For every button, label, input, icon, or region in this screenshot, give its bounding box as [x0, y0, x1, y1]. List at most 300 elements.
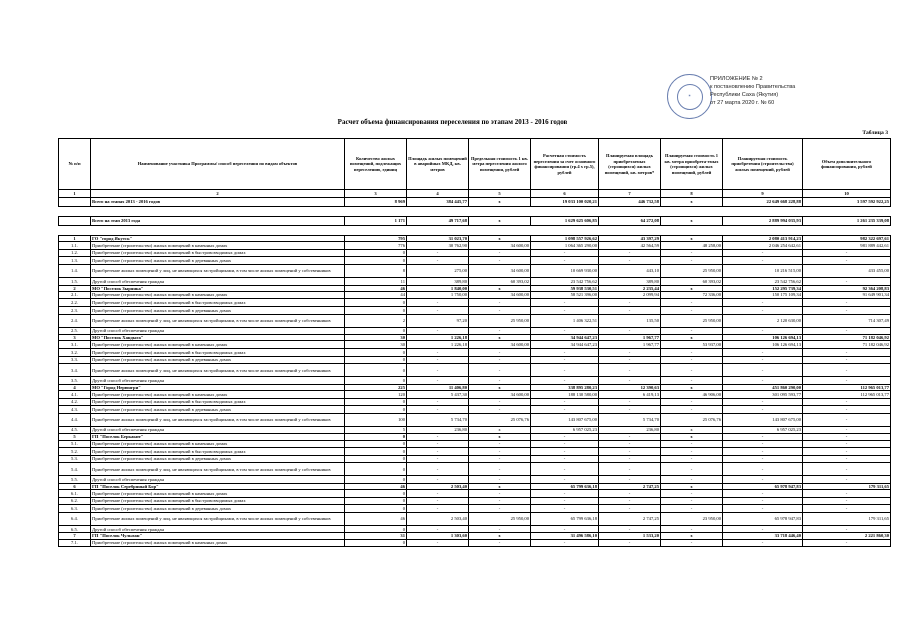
value-cell: 0 [345, 440, 407, 448]
value-cell: - [531, 306, 599, 314]
value-cell: - [803, 249, 891, 257]
value-cell: - [531, 299, 599, 307]
value-cell: x [661, 217, 723, 226]
value-cell: - [803, 505, 891, 513]
column-number: 4 [407, 190, 469, 198]
value-cell: - [803, 327, 891, 335]
value-cell: - [803, 463, 891, 476]
table-row [59, 455, 891, 463]
column-number: 7 [599, 190, 661, 198]
row-label-cell: Приобретение (строительство) жилых помещений в быстровозводимых домах [91, 448, 345, 456]
value-cell: - [661, 406, 723, 414]
value-cell: - [531, 476, 599, 484]
value-cell: - [469, 406, 531, 414]
document-title: Расчет объема финансирования переселения по этапам 2013 - 2016 годов [337, 118, 568, 126]
value-cell: - [661, 497, 723, 505]
table-row [59, 348, 891, 356]
value-cell: - [469, 249, 531, 257]
value-cell [723, 207, 803, 217]
row-label-cell: МО "Город Нерюнгри" [91, 384, 345, 390]
value-cell: - [531, 406, 599, 414]
table-row [59, 327, 891, 335]
row-number-cell: 1.5. [59, 277, 91, 285]
value-cell: 91 649 901,34 [803, 291, 891, 299]
row-number-cell: 2.3. [59, 306, 91, 314]
row-number-cell: 2.2. [59, 299, 91, 307]
value-cell: 0 [345, 539, 407, 547]
value-cell: x [661, 426, 723, 434]
value-cell: - [723, 448, 803, 456]
value-cell: 65 978 947,83 [723, 512, 803, 525]
value-cell: - [407, 327, 469, 335]
row-label-cell [91, 207, 345, 217]
table-row [59, 291, 891, 299]
value-cell: x [469, 434, 531, 440]
value-cell: - [723, 249, 803, 257]
value-cell: x [661, 434, 723, 440]
row-label-cell: ГП "Поселок Беркакит" [91, 434, 345, 440]
value-cell: - [723, 257, 803, 265]
value-cell: - [599, 327, 661, 335]
value-cell: - [531, 525, 599, 533]
value-cell: 0 [345, 434, 407, 440]
value-cell: - [407, 448, 469, 456]
value-cell: x [469, 285, 531, 291]
row-number-cell: 2 [59, 285, 91, 291]
value-cell: - [531, 440, 599, 448]
value-cell: 34 600,00 [469, 390, 531, 398]
value-cell: - [469, 476, 531, 484]
table-row [59, 277, 891, 285]
value-cell: 1 303,60 [407, 533, 469, 539]
value-cell: - [469, 505, 531, 513]
value-cell [723, 226, 803, 236]
value-cell: x [661, 236, 723, 242]
table-row [59, 364, 891, 377]
row-label-cell: Приобретение (строительство) жилых помещений в деревянных домах [91, 356, 345, 364]
table-row [59, 413, 891, 426]
value-cell: - [723, 440, 803, 448]
row-label-cell: Приобретение жилых помещений у лиц, не являющихся застройщиками, в том числе жилых помещений у собственников [91, 314, 345, 327]
value-cell: 92 364 208,83 [803, 285, 891, 291]
value-cell: - [723, 398, 803, 406]
value-cell: - [469, 356, 531, 364]
row-number-cell: 4.3. [59, 406, 91, 414]
value-cell: - [531, 364, 599, 377]
appendix-line: к постановлению Правительства [710, 84, 796, 91]
row-number-cell: 4 [59, 384, 91, 390]
row-label-cell: Приобретение (строительство) жилых помещений в деревянных домах [91, 306, 345, 314]
header-cell: Расчетная стоимость переселения за счет основного финансирования (гр.4 х гр.5), рублей [531, 139, 599, 190]
row-number-cell: 1 [59, 236, 91, 242]
value-cell: - [531, 490, 599, 498]
table-row [59, 490, 891, 498]
value-cell: - [599, 440, 661, 448]
value-cell: - [723, 327, 803, 335]
row-label-cell: Другой способ обеспечения граждан [91, 277, 345, 285]
value-cell: 389,80 [599, 277, 661, 285]
value-cell: 71 182 046,92 [803, 335, 891, 341]
value-cell: 135,50 [599, 314, 661, 327]
value-cell: 22 649 668 228,88 [723, 198, 803, 207]
row-number-cell: 4.1. [59, 390, 91, 398]
value-cell: 106 126 694,13 [723, 335, 803, 341]
row-number-cell: 4.5. [59, 426, 91, 434]
row-label-cell: Приобретение (строительство) жилых помещений в быстровозводимых домах [91, 348, 345, 356]
header-cell: № п/п [59, 139, 91, 190]
value-cell: - [469, 306, 531, 314]
table-row [59, 207, 891, 217]
value-cell: 0 [345, 364, 407, 377]
row-number-cell: 3.5. [59, 377, 91, 385]
value-cell: - [599, 525, 661, 533]
row-number-cell: 6.4. [59, 512, 91, 525]
row-label-cell: Всего на этап 2013 года [91, 217, 345, 226]
value-cell: - [661, 364, 723, 377]
value-cell: - [407, 398, 469, 406]
value-cell: - [469, 299, 531, 307]
table-row [59, 406, 891, 414]
value-cell: - [803, 356, 891, 364]
value-cell: 25 950,00 [661, 314, 723, 327]
header-cell: Предельная стоимость 1 кв. метра переселения жилого помещения, рублей [469, 139, 531, 190]
value-cell: - [599, 455, 661, 463]
value-cell [803, 226, 891, 236]
value-cell: 1 226,18 [407, 335, 469, 341]
value-cell: x [661, 285, 723, 291]
row-number-cell: 4.4. [59, 413, 91, 426]
value-cell: 11 [345, 277, 407, 285]
value-cell: - [661, 306, 723, 314]
value-cell: 982 322 697,61 [803, 236, 891, 242]
row-label-cell: Приобретение жилых помещений у лиц, не являющихся застройщиками, в том числе жилых помещений у собственников [91, 512, 345, 525]
table-row [59, 398, 891, 406]
value-cell: - [661, 525, 723, 533]
value-cell: 150 175 109,34 [723, 291, 803, 299]
value-cell: 443,10 [599, 264, 661, 277]
value-cell: - [803, 497, 891, 505]
value-cell: 33 718 446,40 [723, 533, 803, 539]
value-cell [661, 226, 723, 236]
value-cell: - [723, 406, 803, 414]
value-cell: 5 437,30 [407, 390, 469, 398]
value-cell: - [469, 455, 531, 463]
table-row [59, 426, 891, 434]
value-cell: - [599, 356, 661, 364]
row-label-cell: ГО "город Якутск" [91, 236, 345, 242]
value-cell: - [407, 434, 469, 440]
value-cell: 8 969 [345, 198, 407, 207]
value-cell: - [661, 348, 723, 356]
value-cell: 19 033 100 020,21 [531, 198, 599, 207]
value-cell: - [531, 448, 599, 456]
value-cell: - [723, 348, 803, 356]
value-cell: - [531, 356, 599, 364]
value-cell: 34 600,00 [469, 341, 531, 349]
table-row [59, 512, 891, 525]
value-cell: 65 978 947,83 [723, 483, 803, 489]
value-cell: 1 533,20 [599, 533, 661, 539]
column-number: 2 [91, 190, 345, 198]
value-cell: 2 046 254 642,61 [723, 242, 803, 250]
value-cell: - [469, 398, 531, 406]
row-label-cell: Приобретение (строительство) жилых помещений в быстровозводимых домах [91, 299, 345, 307]
value-cell: - [661, 257, 723, 265]
row-number-cell: 3.3. [59, 356, 91, 364]
row-number-cell: 2.5. [59, 327, 91, 335]
appendix-line: от 27 марта 2020 г. № 60 [710, 100, 775, 107]
row-number-cell: 3 [59, 335, 91, 341]
value-cell: 34 600,00 [469, 264, 531, 277]
table-row [59, 440, 891, 448]
value-cell: - [803, 277, 891, 285]
value-cell: - [599, 497, 661, 505]
value-cell: - [407, 364, 469, 377]
value-cell: 34 944 647,23 [531, 341, 599, 349]
value-cell: 0 [345, 455, 407, 463]
value-cell: - [531, 257, 599, 265]
value-cell: - [661, 490, 723, 498]
value-cell: 0 [345, 348, 407, 356]
value-cell: - [599, 476, 661, 484]
row-label-cell: Приобретение (строительство) жилых помещений в быстровозводимых домах [91, 249, 345, 257]
table-row [59, 314, 891, 327]
value-cell: - [469, 257, 531, 265]
row-label-cell: Приобретение (строительство) жилых помещений в каменных домах [91, 341, 345, 349]
value-cell: 433 455,00 [803, 264, 891, 277]
value-cell: 2 120 630,00 [723, 314, 803, 327]
row-number-cell: 3.1. [59, 341, 91, 349]
value-cell: - [407, 497, 469, 505]
value-cell: 43 397,29 [599, 236, 661, 242]
value-cell: 34 944 647,23 [531, 335, 599, 341]
value-cell: - [803, 306, 891, 314]
value-cell: 11 406,80 [407, 384, 469, 390]
row-label-cell: Другой способ обеспечения граждан [91, 476, 345, 484]
row-label-cell: Приобретение (строительство) жилых помещений в деревянных домах [91, 505, 345, 513]
value-cell: 0 [345, 448, 407, 456]
value-cell: x [469, 198, 531, 207]
row-number-cell: 5.5. [59, 476, 91, 484]
row-number-cell: 7.1. [59, 539, 91, 547]
value-cell [599, 226, 661, 236]
value-cell: - [469, 525, 531, 533]
value-cell: 60 393,02 [469, 277, 531, 285]
value-cell: - [531, 463, 599, 476]
value-cell: - [469, 539, 531, 547]
row-number-cell: 2.4. [59, 314, 91, 327]
value-cell: 714 307,49 [803, 314, 891, 327]
official-seal-icon: ✶ [667, 74, 712, 119]
value-cell: - [803, 448, 891, 456]
value-cell [407, 226, 469, 236]
value-cell: - [661, 539, 723, 547]
value-cell: 152 295 739,34 [723, 285, 803, 291]
table-row [59, 476, 891, 484]
value-cell: 1 629 625 606,85 [531, 217, 599, 226]
value-cell: - [723, 463, 803, 476]
value-cell: - [599, 306, 661, 314]
value-cell: 0 [345, 406, 407, 414]
row-label-cell: Приобретение (строительство) жилых помещений в каменных домах [91, 390, 345, 398]
value-cell: 31 023,70 [407, 236, 469, 242]
column-number: 1 [59, 190, 91, 198]
value-cell: - [531, 398, 599, 406]
value-cell: - [723, 476, 803, 484]
value-cell: 0 [345, 306, 407, 314]
value-cell: - [661, 299, 723, 307]
row-label-cell: Приобретение (строительство) жилых помещений в каменных домах [91, 490, 345, 498]
row-number-cell: 6.3. [59, 505, 91, 513]
row-number-cell: 2.1. [59, 291, 91, 299]
row-label-cell: Другой способ обеспечения граждан [91, 327, 345, 335]
row-number-cell: 1.1. [59, 242, 91, 250]
value-cell: 42 564,59 [599, 242, 661, 250]
value-cell: 46 906,00 [661, 390, 723, 398]
value-cell [345, 226, 407, 236]
row-label-cell: ГП "Поселок Серебряный Бор" [91, 483, 345, 489]
value-cell: 1 750,00 [407, 291, 469, 299]
table-number: Таблица 3 [862, 130, 888, 136]
value-cell: 6 957 025,23 [531, 426, 599, 434]
row-label-cell: Всего на этапах 2013 - 2016 годов [91, 198, 345, 207]
value-cell: 59 938 530,51 [531, 285, 599, 291]
value-cell: x [661, 533, 723, 539]
value-cell: - [407, 406, 469, 414]
table-row [59, 463, 891, 476]
value-cell: - [803, 377, 891, 385]
value-cell: - [803, 299, 891, 307]
value-cell: - [803, 490, 891, 498]
table-row [59, 377, 891, 385]
value-cell: 143 807 675,00 [531, 413, 599, 426]
header-row [59, 139, 891, 190]
value-cell: 5 734,70 [599, 413, 661, 426]
value-cell: 0 [345, 463, 407, 476]
value-cell: - [469, 377, 531, 385]
value-cell: 30 [345, 335, 407, 341]
row-label-cell: МО "Поселок Зырянка" [91, 285, 345, 291]
value-cell: 338 895 280,23 [531, 384, 599, 390]
value-cell: 71 182 046,92 [803, 341, 891, 349]
value-cell: - [723, 299, 803, 307]
value-cell: 2 221 860,30 [803, 533, 891, 539]
row-label-cell: Приобретение (строительство) жилых помещений в деревянных домах [91, 257, 345, 265]
table-row [59, 356, 891, 364]
value-cell: - [723, 525, 803, 533]
value-cell: - [661, 398, 723, 406]
value-cell: - [531, 505, 599, 513]
row-number-cell: 5 [59, 434, 91, 440]
value-cell: 34 600,00 [469, 242, 531, 250]
value-cell: 795 [345, 236, 407, 242]
value-cell: 2 099,94 [599, 291, 661, 299]
value-cell: - [599, 377, 661, 385]
value-cell: - [407, 539, 469, 547]
value-cell: 446 732,58 [599, 198, 661, 207]
value-cell [469, 226, 531, 236]
row-label-cell: Приобретение (строительство) жилых помещений в деревянных домах [91, 455, 345, 463]
value-cell: - [407, 525, 469, 533]
value-cell: 120 [345, 390, 407, 398]
column-number: 3 [345, 190, 407, 198]
row-label-cell: Приобретение жилых помещений у лиц, не являющихся застройщиками, в том числе жилых помещений у собственников [91, 463, 345, 476]
value-cell: - [469, 348, 531, 356]
value-cell: 1 226,18 [407, 341, 469, 349]
value-cell: 1 406 322,51 [531, 314, 599, 327]
value-cell: 0 [345, 249, 407, 257]
row-number-cell: 6.5. [59, 525, 91, 533]
value-cell: 25 950,00 [469, 512, 531, 525]
value-cell: 143 807 675,00 [723, 413, 803, 426]
value-cell: - [407, 306, 469, 314]
table-row [59, 264, 891, 277]
value-cell: - [599, 448, 661, 456]
value-cell: - [723, 377, 803, 385]
row-number-cell: 6 [59, 483, 91, 489]
header-cell: Планируемая стоимость приобретения (строительства) жилых помещений, рублей [723, 139, 803, 190]
value-cell: 23 950,00 [661, 512, 723, 525]
row-label-cell [91, 226, 345, 236]
value-cell: - [723, 490, 803, 498]
row-number-cell: 6.1. [59, 490, 91, 498]
value-cell: - [407, 299, 469, 307]
value-cell: - [407, 490, 469, 498]
column-number: 6 [531, 190, 599, 198]
value-cell: 2 080 413 914,23 [723, 236, 803, 242]
value-cell: 389,80 [407, 277, 469, 285]
value-cell: 30 [345, 341, 407, 349]
value-cell: 25 950,00 [661, 264, 723, 277]
value-cell: 2 503,40 [407, 512, 469, 525]
appendix-block [710, 75, 890, 107]
row-label-cell: Другой способ обеспечения граждан [91, 377, 345, 385]
header-cell: Планируемая стоимость 1 кв. метра приобрета-емых (строящихся) жилых помещений, рублей [661, 139, 723, 190]
value-cell: 1 967,77 [599, 341, 661, 349]
value-cell: - [469, 490, 531, 498]
value-cell: 451 860 290,00 [723, 384, 803, 390]
table-row [59, 249, 891, 257]
value-cell: - [803, 455, 891, 463]
value-cell: 97,20 [407, 314, 469, 327]
row-number-cell: 5.4. [59, 463, 91, 476]
value-cell: - [803, 348, 891, 356]
value-cell: 10 669 930,00 [531, 264, 599, 277]
value-cell: - [407, 440, 469, 448]
column-number: 9 [723, 190, 803, 198]
value-cell: - [469, 497, 531, 505]
value-cell: - [803, 539, 891, 547]
value-cell: x [469, 483, 531, 489]
row-number-cell: 3.4. [59, 364, 91, 377]
value-cell: 6 957 025,23 [723, 426, 803, 434]
value-cell: x [661, 483, 723, 489]
value-cell [407, 207, 469, 217]
value-cell: 1 261 235 339,08 [803, 217, 891, 226]
value-cell: 10 216 515,00 [723, 264, 803, 277]
value-cell: - [599, 398, 661, 406]
value-cell: 60 393,02 [661, 277, 723, 285]
value-cell: 1 098 557 926,62 [531, 236, 599, 242]
row-label-cell: Приобретение (строительство) жилых помещений в каменных домах [91, 291, 345, 299]
value-cell: 106 126 694,13 [723, 341, 803, 349]
row-label-cell: Приобретение (строительство) жилых помещений в быстровозводимых домах [91, 497, 345, 505]
value-cell: x [469, 533, 531, 539]
value-cell: - [661, 455, 723, 463]
financing-table [58, 138, 891, 547]
header-cell: Наименование участника Программы/ способ переселения по видам объектов [91, 139, 345, 190]
value-cell: 0 [345, 505, 407, 513]
